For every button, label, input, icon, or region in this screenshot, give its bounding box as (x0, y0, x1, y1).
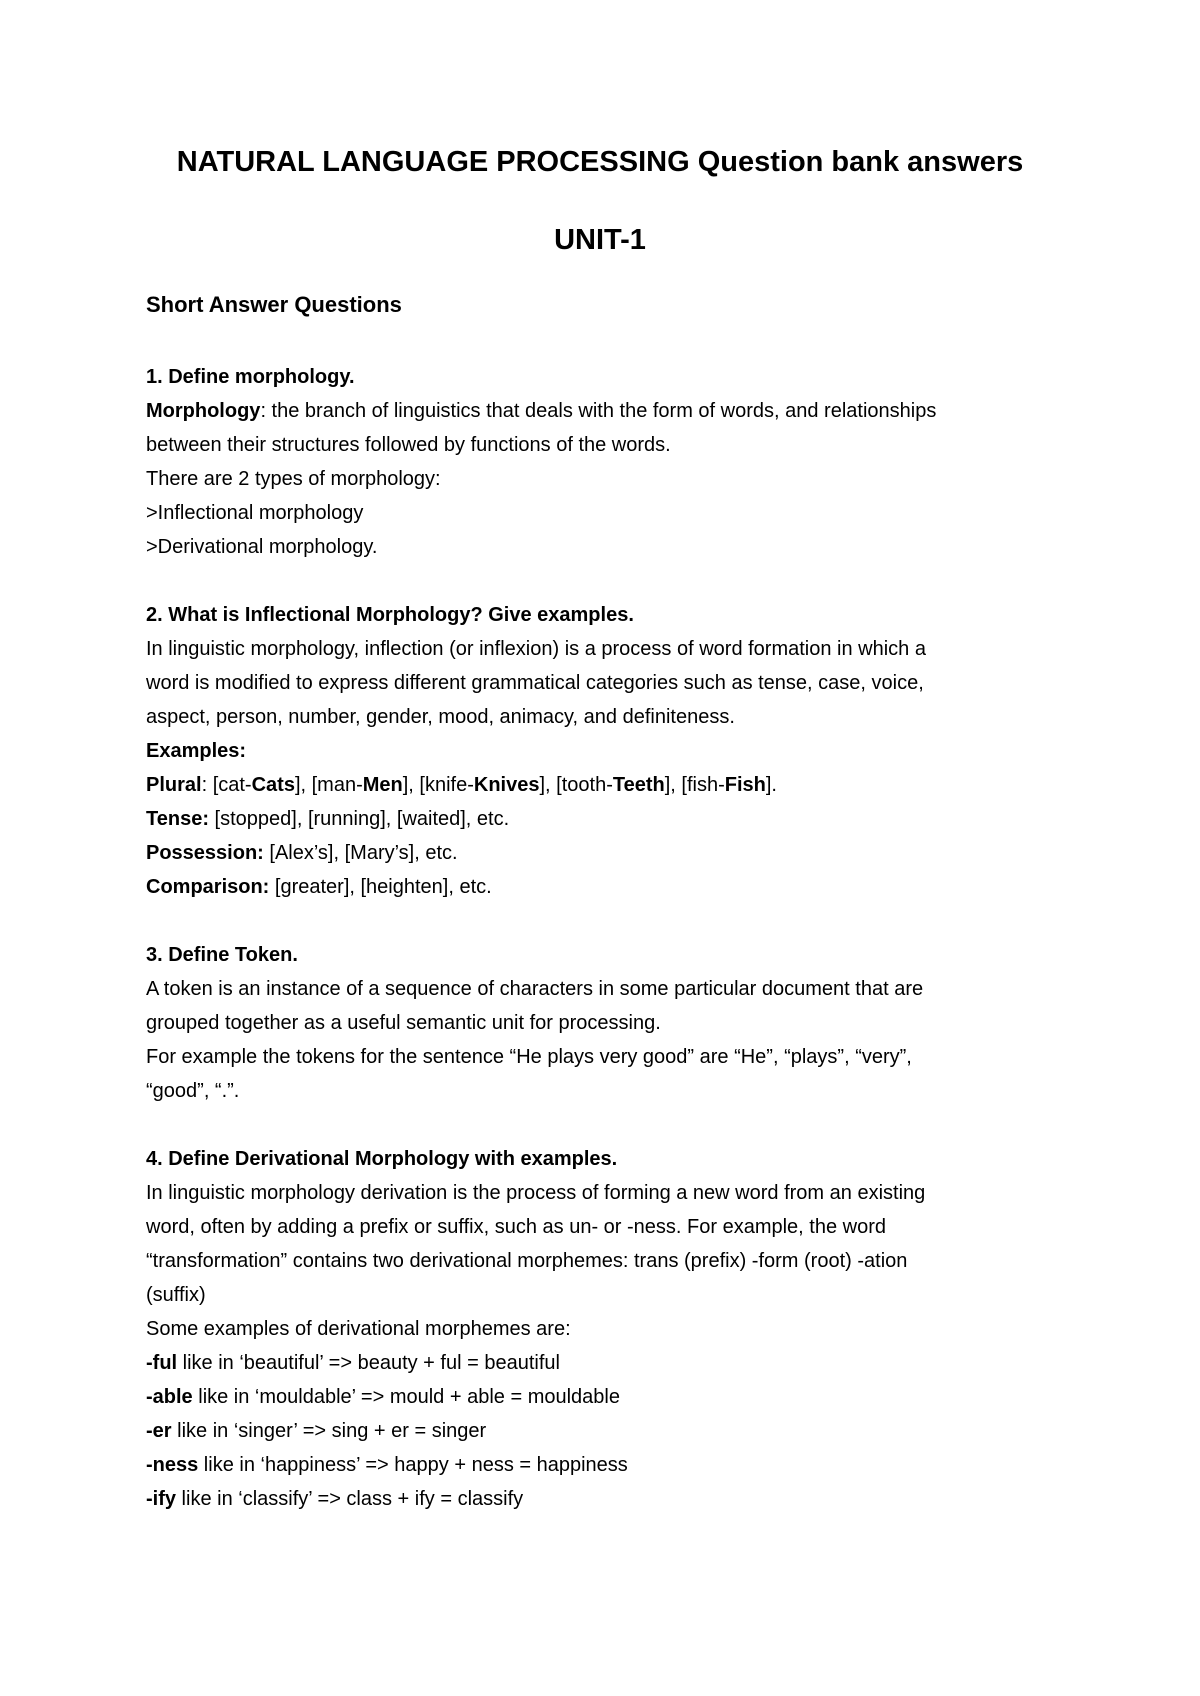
q2-body-line1: In linguistic morphology, inflection (or inflexion) is a process of word formation in which a (146, 638, 926, 660)
q4-example-text: like in ‘singer’ => sing + er = singer (171, 1420, 487, 1442)
q2-possession-label: Possession: (146, 842, 264, 864)
q2-plural-word: Cats (251, 774, 295, 796)
q2-plural-label: Plural (146, 774, 202, 796)
q4-suffix: -ness (146, 1454, 199, 1476)
q2-examples-label: Examples: (146, 740, 247, 762)
q1-definition-text: : the branch of linguistics that deals with the form of words, and relationships (260, 400, 937, 422)
q2-possession-example (146, 836, 1066, 870)
q4-suffix: -ful (146, 1352, 178, 1374)
q2-comparison-example (146, 870, 1066, 904)
unit-heading: UNIT-1 (554, 224, 646, 256)
q2-plural-text: ], [knife- (402, 774, 474, 796)
q2-question: 2. What is Inflectional Morphology? Give examples. (146, 604, 634, 626)
q4-examples-intro: Some examples of derivational morphemes are: (146, 1318, 571, 1340)
q1-term: Morphology (146, 400, 261, 422)
q4-example-text: like in ‘beautiful’ => beauty + ful = beautiful (177, 1352, 560, 1374)
q3-example-line1: For example the tokens for the sentence “He plays very good” are “He”, “plays”, “very”, (146, 1046, 912, 1068)
q2-plural-example (146, 768, 1066, 802)
q2-comparison-text: [greater], [heighten], etc. (269, 876, 492, 898)
q4-example-text: like in ‘mouldable’ => mould + able = mouldable (192, 1386, 620, 1408)
q4-body-line4: (suffix) (146, 1284, 206, 1306)
q4-question: 4. Define Derivational Morphology with examples. (146, 1148, 618, 1170)
q2-plural-word: Men (362, 774, 403, 796)
q4-body-line1: In linguistic morphology derivation is the process of forming a new word from an existing (146, 1182, 926, 1204)
spacer (146, 904, 1066, 938)
q3-body-line2: grouped together as a useful semantic unit for processing. (146, 1012, 661, 1034)
q1-types-intro: There are 2 types of morphology: (146, 468, 441, 490)
q4-example-ness (146, 1448, 1066, 1482)
q3-question: 3. Define Token. (146, 944, 298, 966)
q1-definition (146, 394, 1066, 428)
spacer (146, 1108, 1066, 1142)
q2-plural-text: ]. (765, 774, 777, 796)
q3-example-line2: “good”, “.”. (146, 1080, 240, 1102)
q2-tense-example (146, 802, 1066, 836)
q2-plural-word: Knives (473, 774, 540, 796)
q4-example-text: like in ‘classify’ => class + ify = classify (176, 1488, 524, 1510)
spacer (146, 564, 1066, 598)
q2-plural-text: ], [man- (294, 774, 363, 796)
q4-example-ify (146, 1482, 1066, 1516)
q4-suffix: -able (146, 1386, 193, 1408)
q4-body-line2: word, often by adding a prefix or suffix, such as un- or -ness. For example, the word (146, 1216, 886, 1238)
q3-body-line1: A token is an instance of a sequence of characters in some particular document that are (146, 978, 924, 1000)
q4-body-line3: “transformation” contains two derivational morphemes: trans (prefix) -form (root) -ation (146, 1250, 908, 1272)
q4-example-ful (146, 1346, 1066, 1380)
q2-possession-text: [Alex’s], [Mary’s], etc. (263, 842, 458, 864)
q1-type-derivational: >Derivational morphology. (146, 536, 378, 558)
q2-tense-text: [stopped], [running], [waited], etc. (208, 808, 510, 830)
document-title: NATURAL LANGUAGE PROCESSING Question bank answers (176, 146, 1024, 178)
q2-body-line2: word is modified to express different grammatical categories such as tense, case, voice, (146, 672, 924, 694)
q2-tense-label: Tense: (146, 808, 209, 830)
q2-comparison-label: Comparison: (146, 876, 270, 898)
q4-suffix: -er (146, 1420, 172, 1442)
q4-example-text: like in ‘happiness’ => happy + ness = happiness (198, 1454, 628, 1476)
q2-plural-text: ], [tooth- (539, 774, 613, 796)
document-body (146, 360, 1066, 1516)
q2-body-line3: aspect, person, number, gender, mood, animacy, and definiteness. (146, 706, 735, 728)
q1-type-inflectional: >Inflectional morphology (146, 502, 364, 524)
q4-suffix: -ify (146, 1488, 176, 1510)
section-heading: Short Answer Questions (146, 292, 402, 317)
q2-plural-word: Fish (724, 774, 766, 796)
q1-question: 1. Define morphology. (146, 366, 355, 388)
q4-example-er (146, 1414, 1066, 1448)
q2-plural-text: : [cat- (201, 774, 252, 796)
q2-plural-word: Teeth (612, 774, 665, 796)
q2-plural-text: ], [fish- (664, 774, 725, 796)
q1-definition-line2: between their structures followed by functions of the words. (146, 434, 671, 456)
q4-example-able (146, 1380, 1066, 1414)
